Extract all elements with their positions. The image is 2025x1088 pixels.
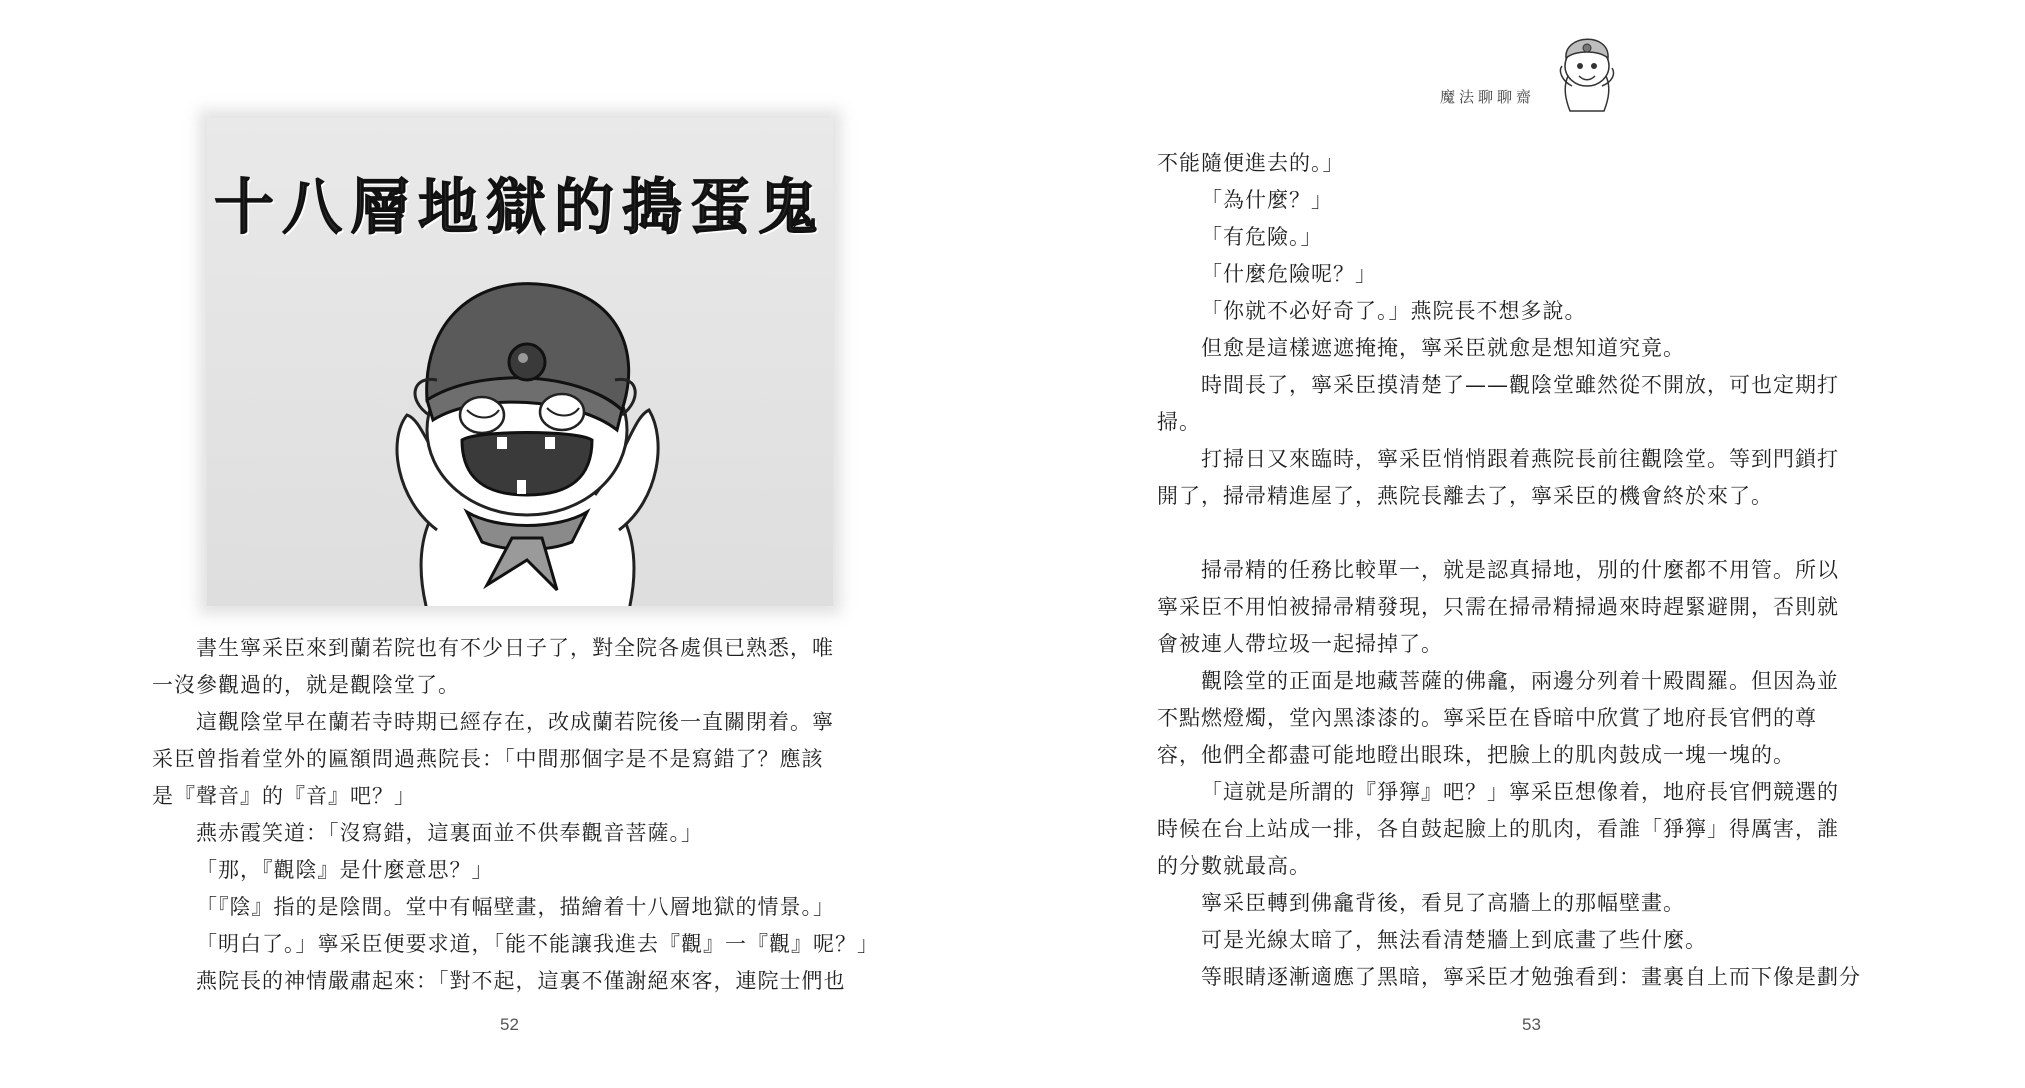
paragraph-spacer bbox=[1157, 515, 1897, 552]
paragraph-line: 容，他們全都盡可能地瞪出眼珠，把臉上的肌肉鼓成一塊一塊的。 bbox=[1157, 743, 1795, 767]
paragraph-line: 「那，『觀陰』是什麼意思？」 bbox=[196, 858, 494, 882]
left-page bbox=[0, 0, 1012, 1088]
paragraph-line: 「『陰』指的是陰間。堂中有幅壁畫，描繪着十八層地獄的情景。」 bbox=[196, 895, 835, 919]
paragraph-line: 可是光線太暗了，無法看清楚牆上到底畫了些什麼。 bbox=[1201, 928, 1707, 952]
paragraph-line: 不點燃燈燭，堂內黑漆漆的。寧采臣在昏暗中欣賞了地府長官們的尊 bbox=[1157, 706, 1817, 730]
left-body-text bbox=[152, 630, 892, 1000]
header-label: 魔法聊聊齋 bbox=[1440, 88, 1536, 106]
paragraph-line: 「你就不必好奇了。」燕院長不想多說。 bbox=[1201, 299, 1587, 323]
paragraph-line: 等眼睛逐漸適應了黑暗，寧采臣才勉強看到：畫裏自上而下像是劃分 bbox=[1201, 965, 1861, 989]
paragraph-line: 一沒參觀過的，就是觀陰堂了。 bbox=[152, 673, 460, 697]
paragraph-line: 「有危險。」 bbox=[1201, 225, 1323, 249]
paragraph-line: 「為什麼？」 bbox=[1201, 188, 1333, 212]
paragraph-line: 「明白了。」寧采臣便要求道，「能不能讓我進去『觀』一『觀』呢？」 bbox=[196, 932, 879, 956]
paragraph-line: 燕院長的神情嚴肅起來：「對不起，這裏不僅謝絕來客，連院士們也 bbox=[196, 969, 846, 993]
paragraph-line: 會被連人帶垃圾一起掃掉了。 bbox=[1157, 632, 1443, 656]
paragraph-line: 但愈是這樣遮遮掩掩，寧采臣就愈是想知道究竟。 bbox=[1201, 336, 1685, 360]
paragraph-line: 時候在台上站成一排，各自鼓起臉上的肌肉，看誰「猙獰」得厲害，誰 bbox=[1157, 817, 1839, 841]
paragraph-line: 書生寧采臣來到蘭若院也有不少日子了，對全院各處俱已熟悉，唯 bbox=[196, 636, 834, 660]
page-number: 53 bbox=[1522, 1015, 1541, 1034]
ghost-mascot-icon bbox=[1552, 26, 1622, 116]
right-body-text bbox=[1157, 145, 1897, 996]
paragraph-line: 「什麼危險呢？」 bbox=[1201, 262, 1377, 286]
chapter-title: 十八層地獄的搗蛋鬼 bbox=[214, 173, 826, 243]
paragraph-line: 時間長了，寧采臣摸清楚了——觀陰堂雖然從不開放，可也定期打 bbox=[1201, 373, 1839, 397]
paragraph-line: 寧采臣不用怕被掃帚精發現，只需在掃帚精掃過來時趕緊避開，否則就 bbox=[1157, 595, 1839, 619]
paragraph-line: 是『聲音』的『音』吧？」 bbox=[152, 784, 416, 808]
paragraph-line: 掃帚精的任務比較單一，就是認真掃地，別的什麼都不用管。所以 bbox=[1201, 558, 1839, 582]
paragraph-line: 燕赤霞笑道：「沒寫錯，這裏面並不供奉觀音菩薩。」 bbox=[196, 821, 703, 845]
paragraph-line: 開了，掃帚精進屋了，燕院長離去了，寧采臣的機會終於來了。 bbox=[1157, 484, 1773, 508]
paragraph-line: 的分數就最高。 bbox=[1157, 854, 1311, 878]
paragraph-line: 這觀陰堂早在蘭若寺時期已經存在，改成蘭若院後一直關閉着。寧 bbox=[196, 710, 834, 734]
paragraph-line: 不能隨便進去的。」 bbox=[1157, 151, 1345, 175]
paragraph-line: 寧采臣轉到佛龕背後，看見了高牆上的那幅壁畫。 bbox=[1201, 891, 1685, 915]
paragraph-line: 觀陰堂的正面是地藏菩薩的佛龕，兩邊分列着十殿閻羅。但因為並 bbox=[1201, 669, 1839, 693]
paragraph-line: 掃。 bbox=[1157, 410, 1201, 434]
paragraph-line: 「這就是所謂的『猙獰』吧？」寧采臣想像着，地府長官們競選的 bbox=[1201, 780, 1839, 804]
ghost-with-hat-icon bbox=[367, 280, 687, 606]
chapter-illustration bbox=[207, 118, 833, 606]
page-number: 52 bbox=[500, 1015, 519, 1034]
paragraph-line: 采臣曾指着堂外的匾額問過燕院長：「中間那個字是不是寫錯了？應該 bbox=[152, 747, 824, 771]
paragraph-line: 打掃日又來臨時，寧采臣悄悄跟着燕院長前往觀陰堂。等到門鎖打 bbox=[1201, 447, 1839, 471]
